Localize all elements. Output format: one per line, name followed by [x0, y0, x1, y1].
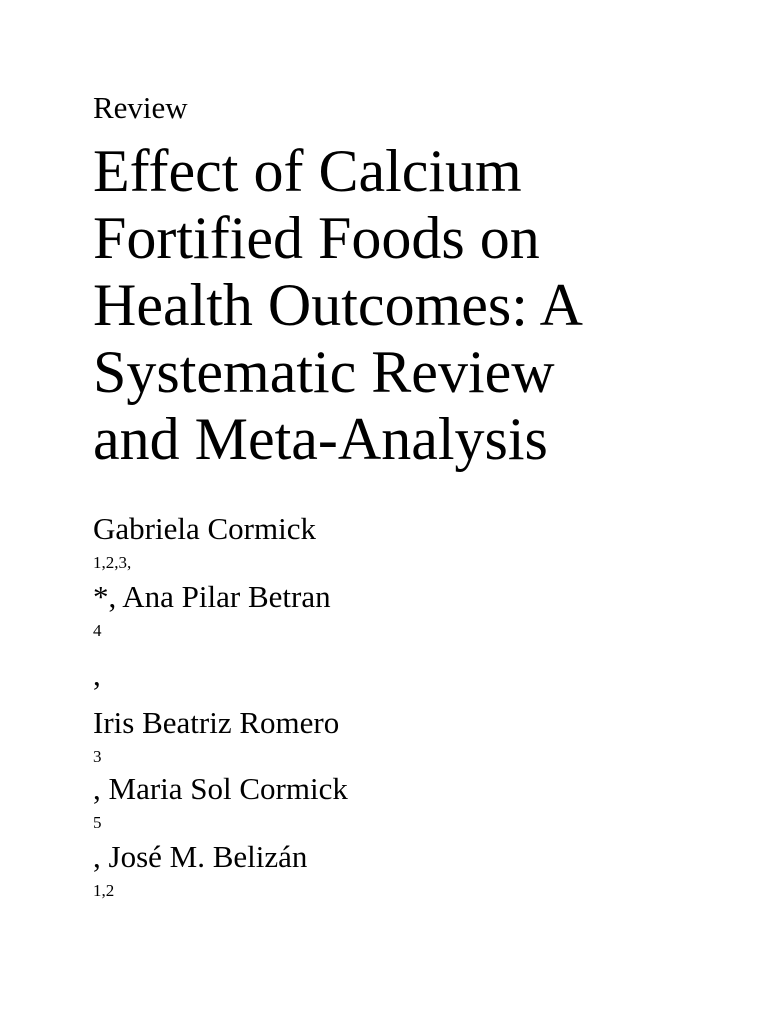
author-affiliation-marker: 5	[93, 813, 102, 832]
article-type-label: Review	[93, 90, 188, 125]
author-separator: ,	[93, 657, 101, 692]
author-name: Gabriela Cormick	[93, 511, 316, 546]
author-name: *, Ana Pilar Betran	[93, 579, 331, 614]
title-line: Effect of Calcium	[93, 138, 522, 204]
author-name: , José M. Belizán	[93, 839, 308, 874]
paper-title	[93, 138, 763, 473]
title-line: Health Outcomes: A	[93, 272, 583, 338]
author-affiliation-marker: 4	[93, 621, 102, 640]
author-name: , Maria Sol Cormick	[93, 771, 348, 806]
title-line: and Meta-Analysis	[93, 406, 548, 472]
author-affiliation-marker: 1,2	[93, 881, 115, 900]
author-affiliation-marker: 1,2,3,	[93, 553, 132, 572]
author-affiliation-marker: 3	[93, 747, 102, 766]
author-name: Iris Beatriz Romero	[93, 705, 340, 740]
title-line: Systematic Review	[93, 339, 555, 405]
title-line: Fortified Foods on	[93, 205, 540, 271]
